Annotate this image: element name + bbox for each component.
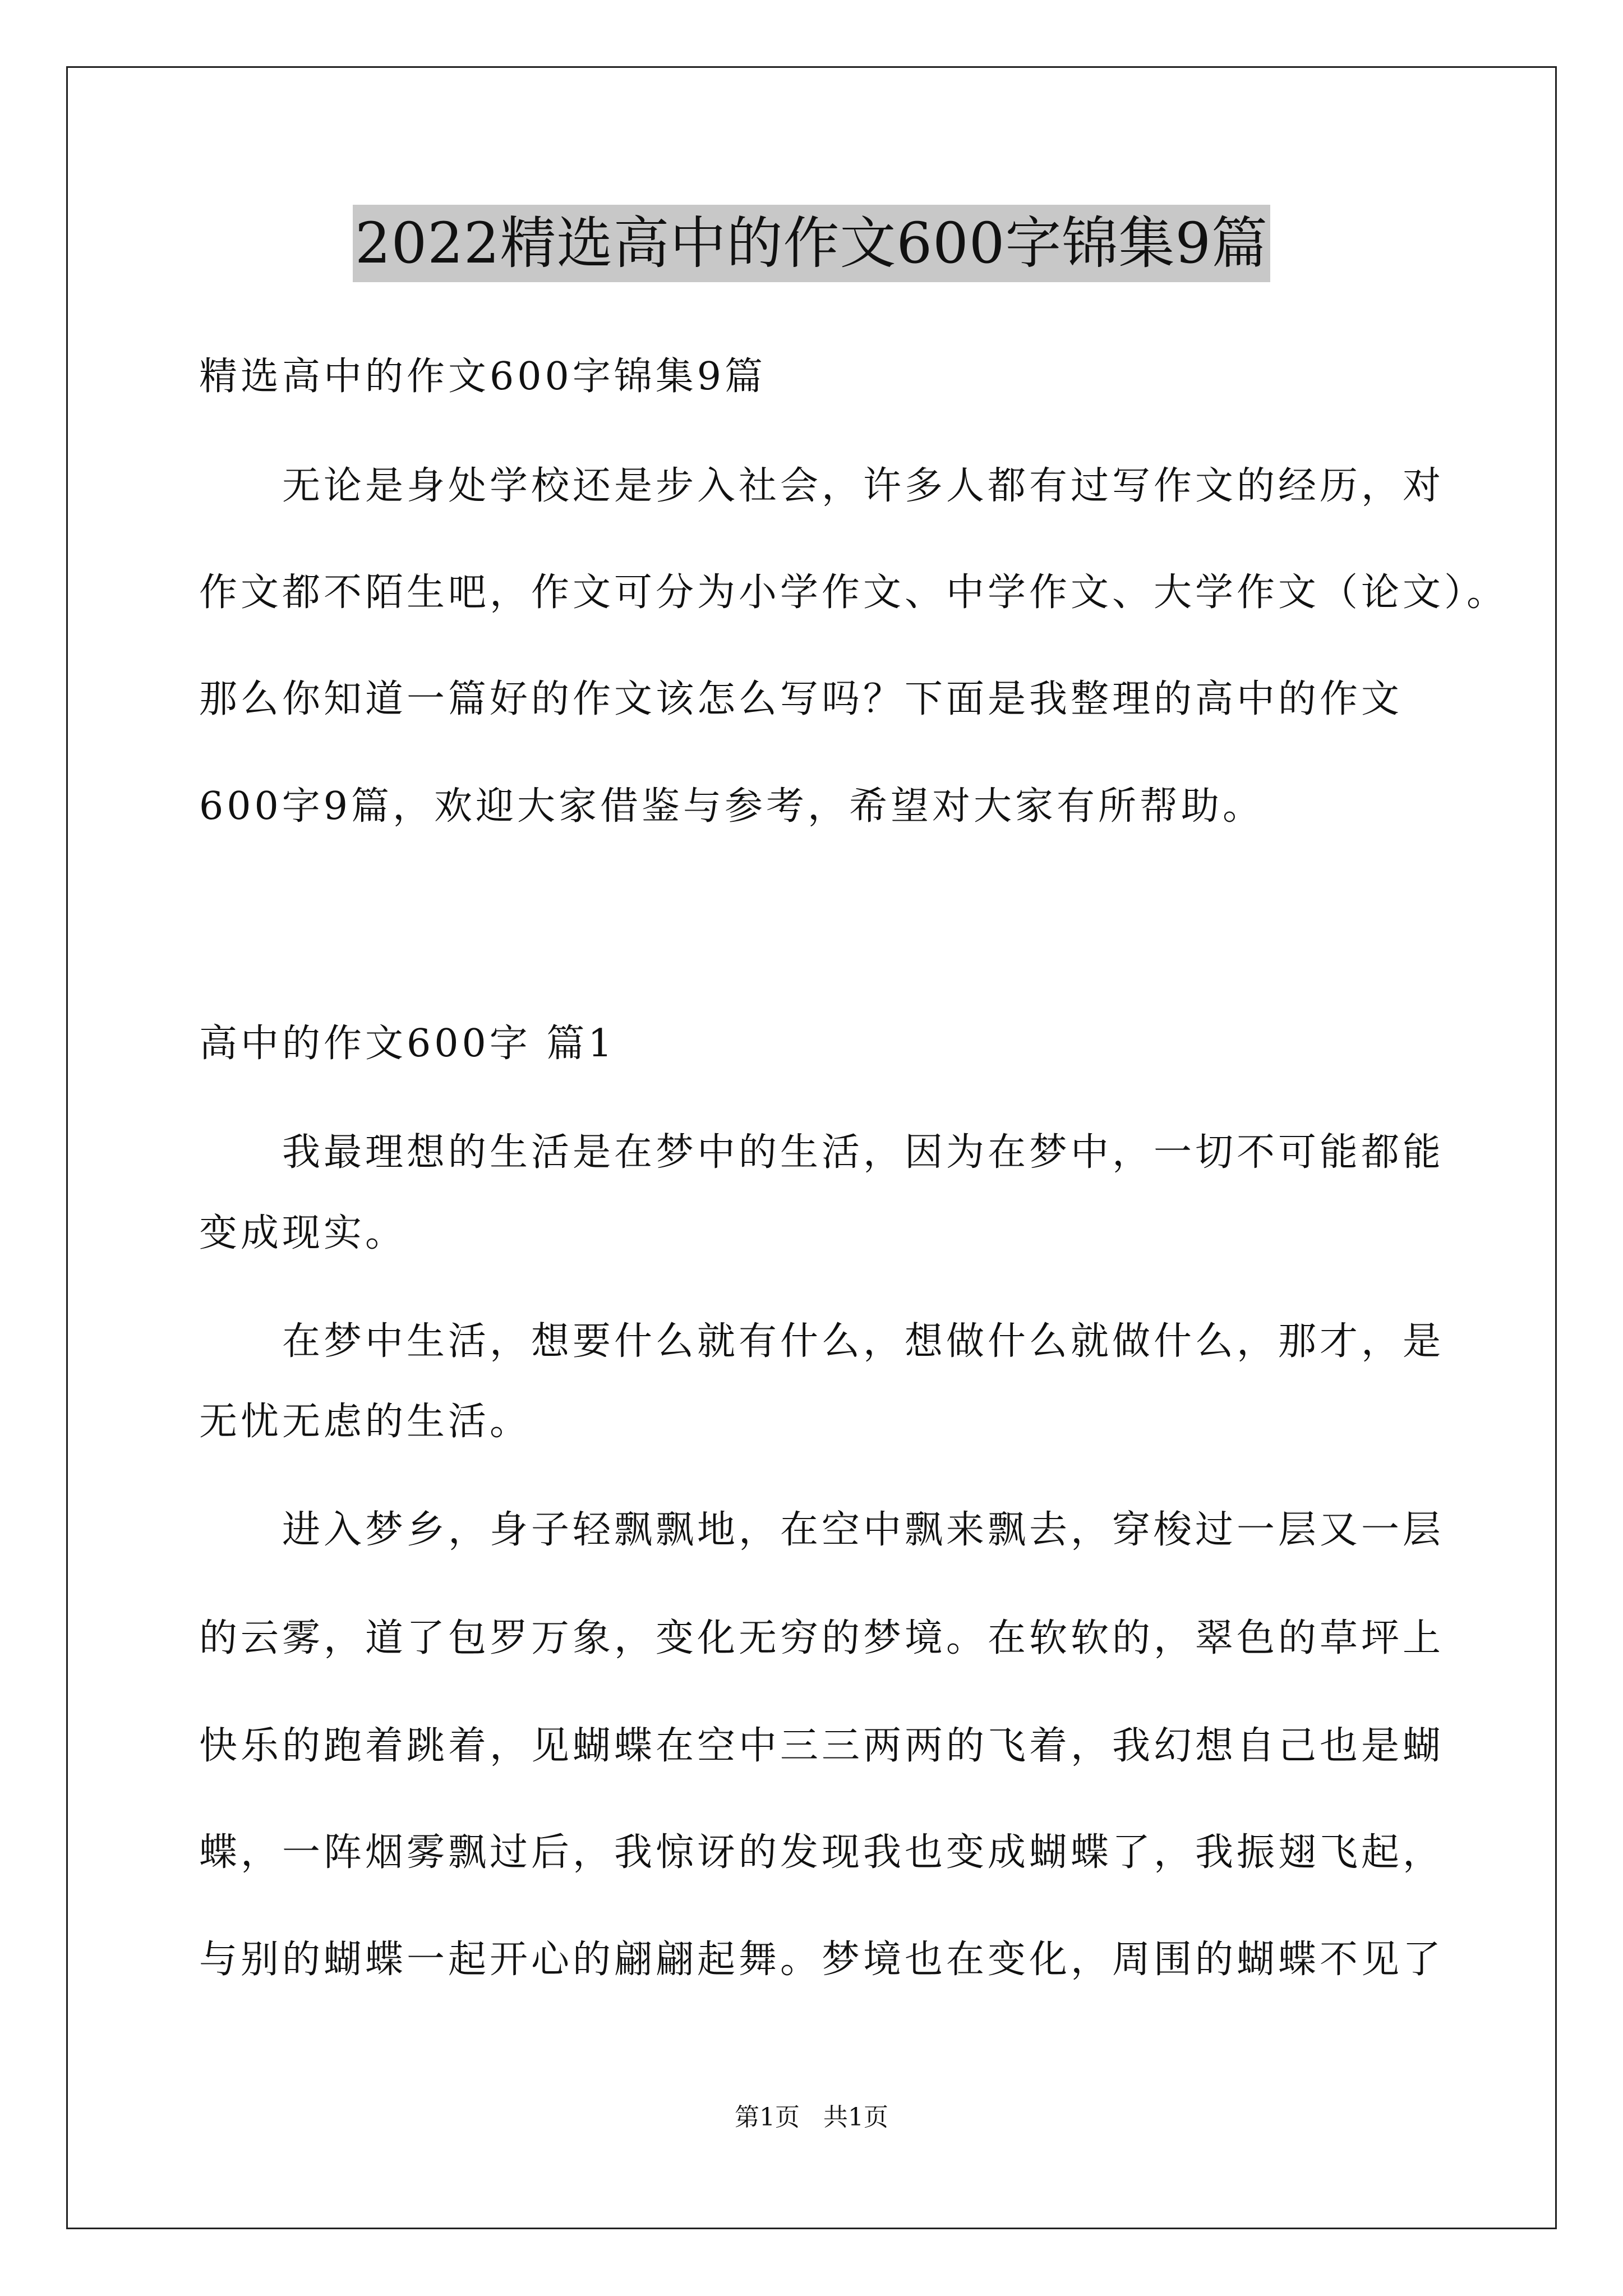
document-title: 2022精选高中的作文600字锦集9篇	[353, 205, 1270, 282]
page-footer: 第1页 共1页	[735, 2103, 888, 2132]
title-container	[0, 205, 1623, 282]
intro-line-1: 无论是身处学校还是步入社会，许多人都有过写作文的经历，对	[282, 464, 1445, 508]
section-heading: 高中的作文600字 篇1	[199, 1022, 616, 1066]
paragraph2-line-2: 无忧无虑的生活。	[199, 1400, 532, 1444]
intro-line-4: 600字9篇，欢迎大家借鉴与参考，希望对大家有所帮助。	[199, 784, 1265, 829]
paragraph1-line-2: 变成现实。	[199, 1211, 407, 1255]
paragraph3-line-3: 快乐的跑着跳着，见蝴蝶在空中三三两两的飞着，我幻想自己也是蝴	[199, 1724, 1445, 1768]
document-subtitle: 精选高中的作文600字锦集9篇	[199, 355, 767, 399]
paragraph3-line-2: 的云雾，道了包罗万象，变化无穷的梦境。在软软的，翠色的草坪上	[199, 1616, 1445, 1660]
paragraph2-line-1: 在梦中生活，想要什么就有什么，想做什么就做什么，那才，是	[282, 1319, 1445, 1364]
paragraph1-line-1: 我最理想的生活是在梦中的生活，因为在梦中，一切不可能都能	[282, 1130, 1445, 1175]
intro-line-3: 那么你知道一篇好的作文该怎么写吗？下面是我整理的高中的作文	[199, 677, 1403, 721]
paragraph3-line-4: 蝶，一阵烟雾飘过后，我惊讶的发现我也变成蝴蝶了，我振翅飞起，	[199, 1830, 1445, 1875]
paragraph3-line-5: 与别的蝴蝶一起开心的翩翩起舞。梦境也在变化，周围的蝴蝶不见了	[199, 1938, 1445, 1982]
intro-line-2: 作文都不陌生吧，作文可分为小学作文、中学作文、大学作文（论文）。	[199, 570, 1509, 615]
paragraph3-line-1: 进入梦乡，身子轻飘飘地，在空中飘来飘去，穿梭过一层又一层	[282, 1508, 1445, 1552]
